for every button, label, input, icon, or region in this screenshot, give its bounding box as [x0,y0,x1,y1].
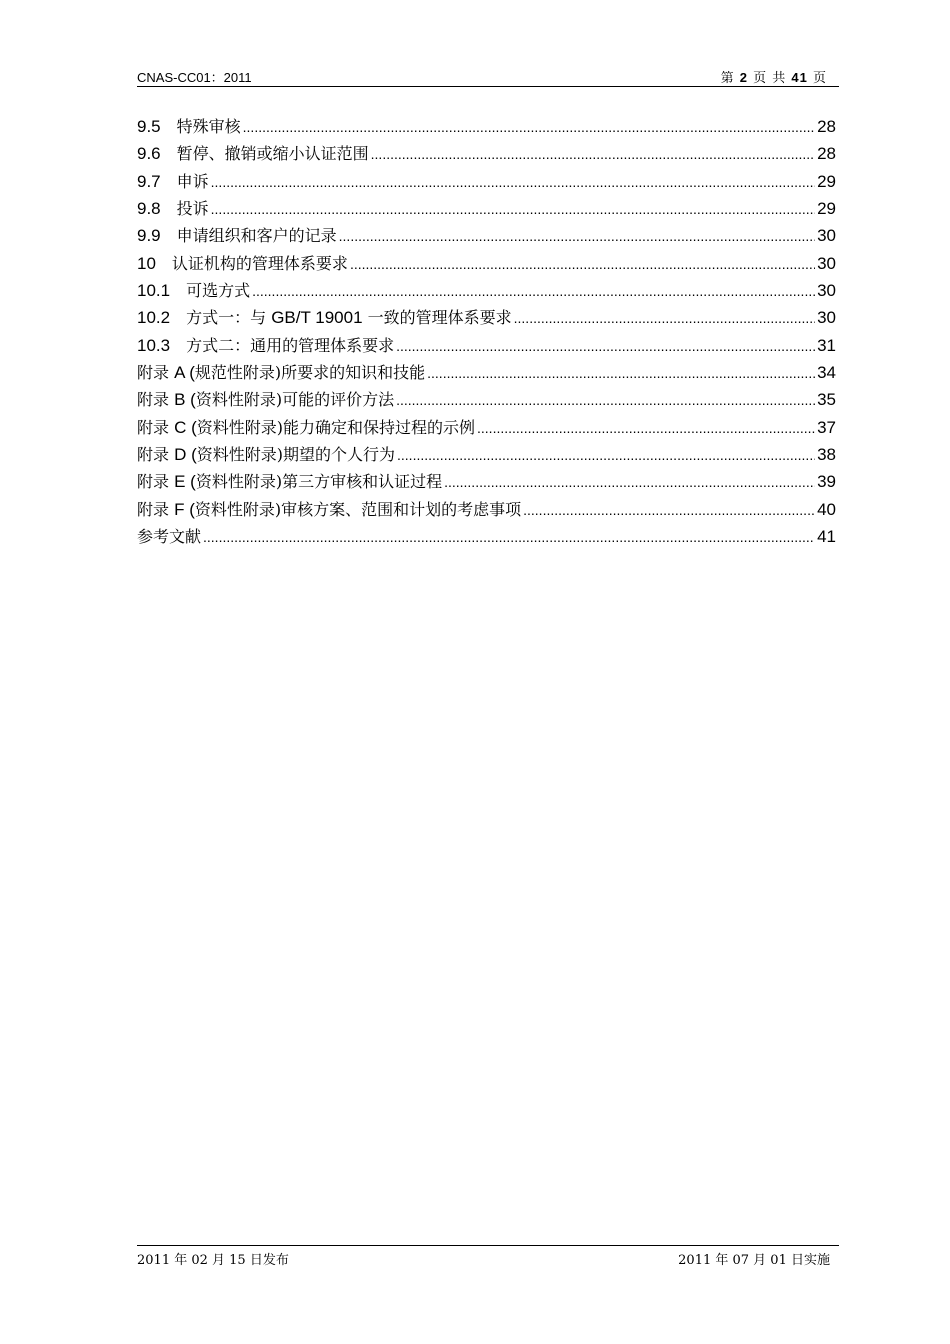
toc-entry-title [172,250,348,277]
toc-entry-title-part: 认证机构的管理体系要求 [171,253,348,273]
toc-entry-title-part: 特殊审核 [176,117,241,136]
toc-entry-title-part: 附录 [137,390,175,410]
toc-dot-leader [523,497,815,524]
toc-entry-number: 9.5 [137,117,161,136]
page-indicator-suffix: 页 [807,71,827,86]
page-total: 41 [791,70,808,85]
toc-dot-leader [211,169,815,196]
toc-entry[interactable] [137,332,836,359]
toc-entry-page: 31 [817,335,836,355]
toc-entry-page: 41 [817,527,836,547]
toc-entry[interactable] [137,140,836,167]
toc-entry-title [137,496,521,523]
toc-entry-number: 10.1 [137,281,171,301]
toc-entry-title-latin: A ( [174,363,195,383]
toc-entry[interactable] [137,168,836,195]
toc-entry-page: 34 [817,363,836,383]
toc-entry[interactable] [137,277,836,304]
toc-entry-title-latin: F ( [174,499,195,519]
toc-entry-page: 29 [817,171,836,191]
toc-entry[interactable] [137,113,836,140]
toc-entry-title [177,195,209,222]
toc-entry-title-part: 资料性附录)审核方案、范围和计划的考虑事项 [194,499,522,519]
toc-entry-title [137,441,395,468]
toc-entry-title [137,468,442,495]
toc-entry[interactable] [137,304,836,331]
toc-entry-page: 28 [817,144,836,164]
toc-entry[interactable] [137,496,836,523]
toc-entry-title-part: 资料性附录)能力确定和保持过程的示例 [196,417,476,437]
toc-entry-title-part: 资料性附录)可能的评价方法 [195,390,395,410]
page-indicator [721,67,827,86]
toc-entry-title-latin: C ( [174,417,197,437]
toc-dot-leader [514,305,815,332]
toc-entry-number: 9.6 [137,144,161,164]
toc-entry[interactable] [137,250,836,277]
toc-dot-leader [477,415,815,442]
toc-entry-title-part: 一致的管理体系要求 [362,308,512,328]
toc-dot-leader [371,141,815,168]
toc-entry-page: 29 [817,199,836,219]
toc-entry-page: 30 [817,253,836,273]
toc-dot-leader [252,278,815,305]
page-indicator-prefix: 第 [720,71,740,86]
toc-entry-title-latin: D ( [174,445,197,465]
toc-entry-title-part: 附录 [137,499,175,519]
toc-dot-leader [427,360,815,387]
page-footer [137,1245,839,1268]
document-id: CNAS-CC01：2011 [137,70,252,85]
toc-entry-title [137,359,425,386]
toc-entry[interactable] [137,468,836,495]
toc-entry-title [177,140,369,167]
toc-entry-title-part: 可选方式 [186,281,251,301]
toc-entry-title-part: 方式一：与 [186,308,272,328]
toc-entry-number: 10 [137,253,156,273]
toc-entry[interactable] [137,523,836,550]
toc-entry-title-part: 申诉 [176,171,209,191]
toc-entry[interactable] [137,414,836,441]
toc-entry-title [137,523,201,550]
toc-entry-number: 9.9 [137,226,161,246]
toc-entry-title-part: 规范性附录)所要求的知识和技能 [194,363,426,383]
toc-entry-title [177,168,209,195]
toc-entry-title [186,277,250,304]
page-header [137,66,839,87]
toc-dot-leader [211,196,815,223]
toc-entry-title-part: 参考文献 [137,527,202,547]
toc-entry-page: 30 [817,308,836,328]
publish-date: 2011 年 02 月 15 日发布 [137,1253,289,1268]
toc-entry-title-latin: E ( [174,472,196,492]
toc-entry-title-part: 申请组织和客户的记录 [176,226,337,246]
toc-entry-title-part: 资料性附录)第三方审核和认证过程 [195,472,443,492]
toc-entry-page: 30 [817,281,836,301]
implement-date: 2011 年 07 月 01 日实施 [678,1253,830,1268]
toc-entry-title-part: 投诉 [176,199,209,219]
toc-entry-page: 38 [817,445,836,465]
table-of-contents [137,113,836,551]
toc-entry-title-part: 暂停、撤销或缩小认证范围 [176,144,369,164]
toc-entry[interactable] [137,222,836,249]
toc-entry-number: 10.3 [137,335,171,355]
toc-entry-title-part: 附录 [137,363,175,383]
toc-entry-title [186,332,394,359]
toc-dot-leader [397,442,815,469]
toc-dot-leader [243,114,815,141]
toc-entry-page: 30 [817,226,836,246]
toc-entry-title-part: 附录 [137,445,175,465]
toc-entry-number: 9.8 [137,199,161,219]
toc-entry-title-part: 附录 [137,472,175,492]
toc-entry-number: 10.2 [137,308,171,328]
toc-entry-page: 28 [817,117,836,136]
toc-entry-page: 35 [817,390,836,410]
toc-entry-title [177,222,337,249]
toc-entry-title-latin: B ( [174,390,196,410]
page-indicator-mid: 页 共 [747,71,792,86]
toc-dot-leader [339,223,815,250]
page-current: 2 [739,70,748,85]
toc-entry-title [137,414,475,441]
toc-entry[interactable] [137,386,836,413]
toc-entry-title-latin: GB/T 19001 [271,308,363,328]
toc-dot-leader [444,469,815,496]
toc-entry[interactable] [137,195,836,222]
toc-dot-leader [396,387,815,414]
toc-entry-title [186,304,512,331]
toc-entry-number: 9.7 [137,171,161,191]
toc-entry[interactable] [137,441,836,468]
toc-dot-leader [350,251,815,278]
toc-entry-title [137,386,394,413]
toc-entry-title-part: 附录 [137,417,175,437]
toc-entry-page: 37 [817,417,836,437]
toc-dot-leader [396,333,815,360]
toc-dot-leader [203,524,815,551]
toc-entry-title [177,113,241,140]
toc-entry-title-part: 方式二：通用的管理体系要求 [186,335,395,355]
toc-entry-title-part: 资料性附录)期望的个人行为 [196,445,396,465]
toc-entry-page: 40 [817,499,836,519]
toc-entry-page: 39 [817,472,836,492]
toc-entry[interactable] [137,359,836,386]
